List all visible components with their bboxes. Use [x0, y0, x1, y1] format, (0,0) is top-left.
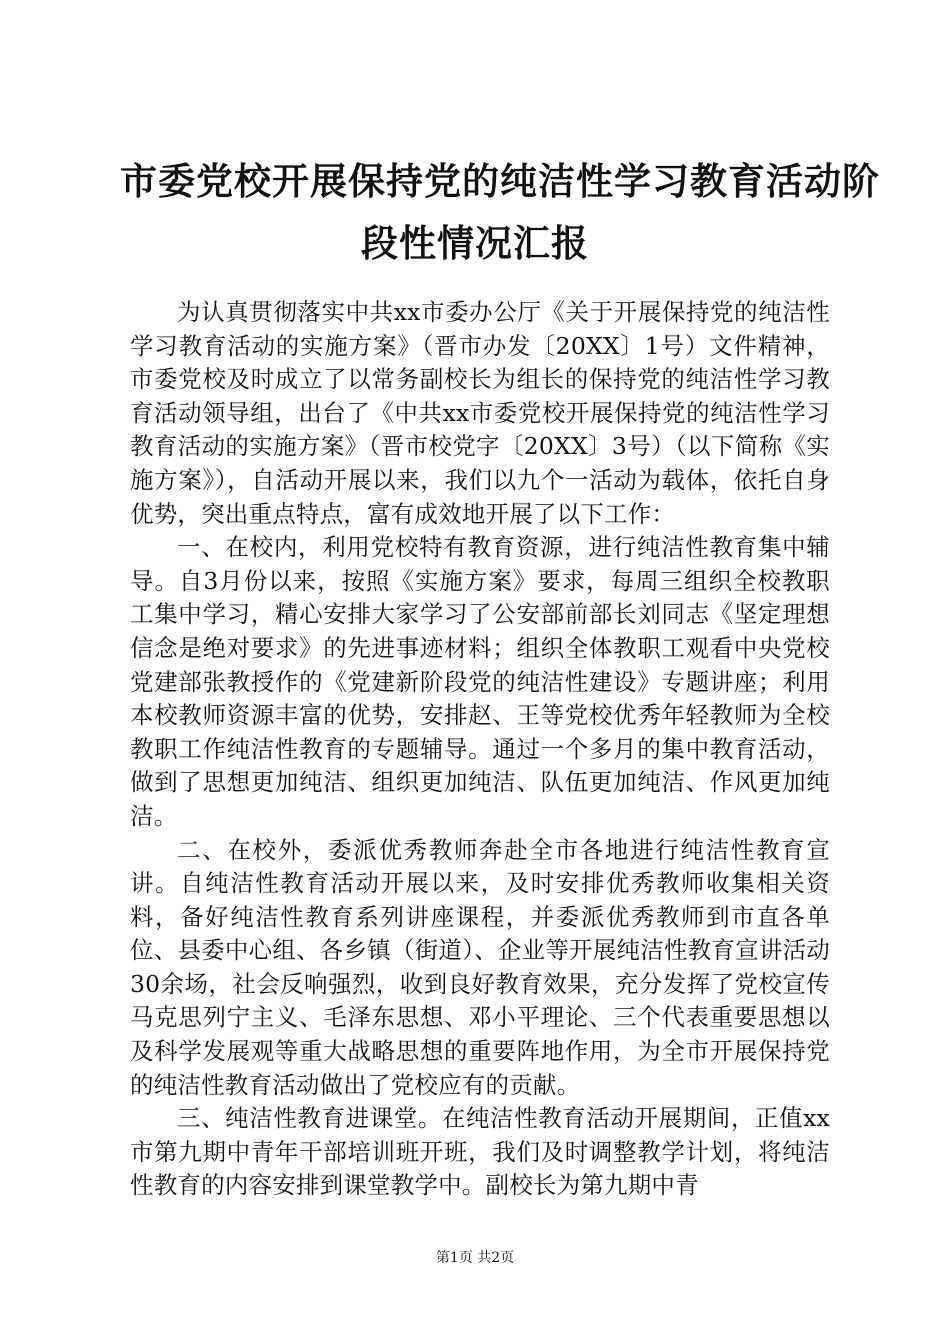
paragraph-intro: 为认真贯彻落实中共xx市委办公厅《关于开展保持党的纯洁性学习教育活动的实施方案》（晋市办发〔20XX〕1号）文件精神，市委党校及时成立了以常务副校长为组长的保持党的纯洁性学习教育活动领导组，出台了《中共xx市委党校开展保持党的纯洁性学习教育活动的实施方案》（晋市校党字〔20XX〕3号）（以下简称《实施方案》），自活动开展以来，我们以九个一活动为载体，依托自身优势，突出重点特点，富有成效地开展了以下工作： — [130, 298, 830, 528]
document-title-line-1: 市委党校开展保持党的纯洁性学习教育活动阶 — [120, 160, 880, 203]
paragraph-section-2: 二、在校外，委派优秀教师奔赴全市各地进行纯洁性教育宣讲。自纯洁性教育活动开展以来，及时安排优秀教师收集相关资料，备好纯洁性教育系列讲座课程，并委派优秀教师到市直各单位、县委中心组、各乡镇（街道）、企业等开展纯洁性教育宣讲活动30余场，社会反响强烈，收到良好教育效果，充分发挥了党校宣传马克思列宁主义、毛泽东思想、邓小平理论、三个代表重要思想以及科学发展观等重大战略思想的重要阵地作用，为全市开展保持党的纯洁性教育活动做出了党校应有的贡献。 — [130, 835, 830, 1099]
page-number-footer: 第1页 共2页 — [435, 1250, 515, 1266]
paragraph-section-1: 一、在校内，利用党校特有教育资源，进行纯洁性教育集中辅导。自3月份以来，按照《实施方案》要求，每周三组织全校教职工集中学习，精心安排大家学习了公安部前部长刘同志《坚定理想信念是绝对要求》的先进事迹材料；组织全体教职工观看中央党校党建部张教授作的《党建新阶段党的纯洁性建设》专题讲座；利用本校教师资源丰富的优势，安排赵、王等党校优秀年轻教师为全校教职工作纯洁性教育的专题辅导。通过一个多月的集中教育活动，做到了思想更加纯洁、组织更加纯洁、队伍更加纯洁、作风更加纯洁。 — [130, 533, 830, 830]
document-title-line-2: 段性情况汇报 — [361, 222, 589, 265]
document-body — [130, 296, 830, 1203]
paragraph-section-3: 三、纯洁性教育进课堂。在纯洁性教育活动开展期间，正值xx市第九期中青年干部培训班开班，我们及时调整教学计划，将纯洁性教育的内容安排到课堂教学中。副校长为第九期中青 — [130, 1104, 830, 1200]
